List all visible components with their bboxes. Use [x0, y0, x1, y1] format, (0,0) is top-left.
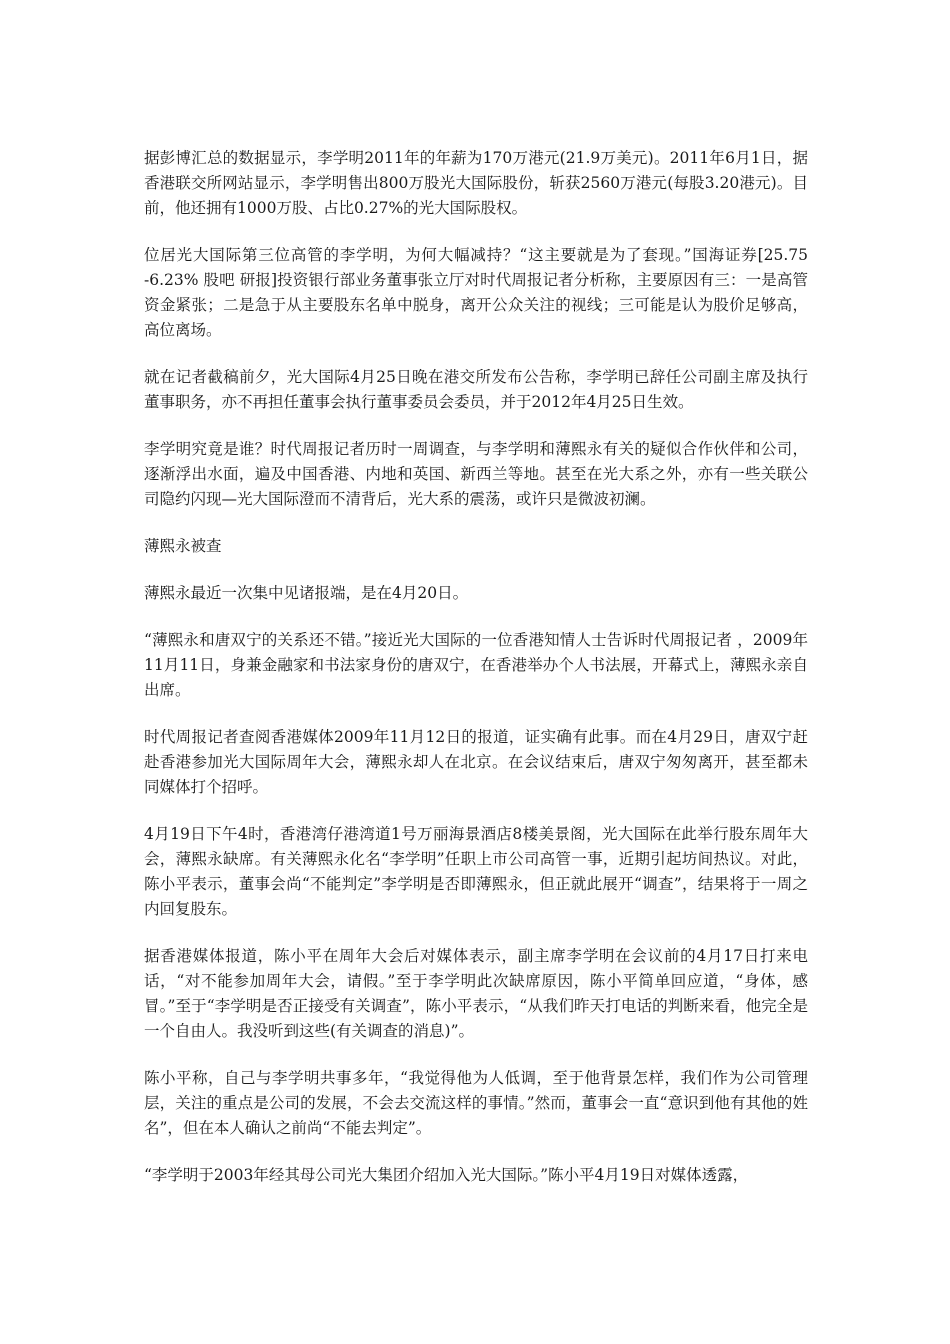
paragraph-april-20: 薄熙永最近一次集中见诸报端，是在4月20日。: [144, 584, 469, 602]
paragraph-who-is-li: 李学明究竟是谁？时代周报记者历时一周调查，与李学明和薄熙永有关的疑似合作伙伴和公司，逐渐浮出水面，遍及中国香港、内地和英国、新西兰等地。甚至在光大系之外，亦有一些关联公司隐约闪现—光大国际澄而不清背后，光大系的震荡，或许只是微波初澜。: [144, 440, 808, 508]
paragraph-salary: 据彭博汇总的数据显示，李学明2011年的年薪为170万港元(21.9万美元)。2011年6月1日，据香港联交所网站显示，李学明售出800万股光大国际股份，斩获2560万港元(每股3.20港元)。目前，他还拥有1000万股、占比0.27%的光大国际股权。: [144, 149, 808, 217]
section-heading: 薄熙永被查: [144, 537, 222, 555]
paragraph-media-check: 时代周报记者查阅香港媒体2009年11月12日的报道，证实确有此事。而在4月29日，唐双宁赶赴香港参加光大国际周年大会，薄熙永却人在北京。在会议结束后，唐双宁匆匆离开，甚至都未同媒体打个招呼。: [144, 728, 808, 796]
document-body: [144, 146, 808, 1210]
paragraph-chen-colleague: 陈小平称，自己与李学明共事多年，“我觉得他为人低调，至于他背景怎样，我们作为公司管理层，关注的重点是公司的发展，不会去交流这样的事情。”然而，董事会一直“意识到他有其他的姓名”，但在本人确认之前尚“不能去判定”。: [144, 1069, 808, 1137]
paragraph-tang-relation: “薄熙永和唐双宁的关系还不错。”接近光大国际的一位香港知情人士告诉时代周报记者 ，2009年11月11日，身兼金融家和书法家身份的唐双宁，在香港举办个人书法展，开幕式上，薄熙永亲自出席。: [144, 631, 808, 699]
paragraph-resignation: 就在记者截稿前夕，光大国际4月25日晚在港交所发布公告称，李学明已辞任公司副主席及执行董事职务，亦不再担任董事会执行董事委员会委员，并于2012年4月25日生效。: [144, 368, 808, 411]
paragraph-agm: 4月19日下午4时，香港湾仔港湾道1号万丽海景酒店8楼美景阁，光大国际在此举行股东周年大会，薄熙永缺席。有关薄熙永化名“李学明”任职上市公司高管一事，近期引起坊间热议。对此，陈小平表示，董事会尚“不能判定”李学明是否即薄熙永，但正就此展开“调查”，结果将于一周之内回复股东。: [144, 825, 808, 918]
paragraph-reduce-holdings: 位居光大国际第三位高管的李学明，为何大幅减持？“这主要就是为了套现。”国海证券[25.75 -6.23% 股吧 研报]投资银行部业务董事张立厅对时代周报记者分析称，主要原因有三：一是高管资金紧张；二是急于从主要股东名单中脱身，离开公众关注的视线；三可能是认为股价足够高，高位离场。: [144, 246, 808, 339]
paragraph-hk-media: 据香港媒体报道，陈小平在周年大会后对媒体表示，副主席李学明在会议前的4月17日打来电话，“对不能参加周年大会，请假。”至于李学明此次缺席原因，陈小平简单回应道，“身体，感冒。”至于“李学明是否正接受有关调查”，陈小平表示，“从我们昨天打电话的判断来看，他完全是一个自由人。我没听到这些(有关调查的消息)”。: [144, 947, 808, 1040]
paragraph-2003-join: “李学明于2003年经其母公司光大集团介绍加入光大国际。”陈小平4月19日对媒体透露，: [144, 1166, 749, 1184]
